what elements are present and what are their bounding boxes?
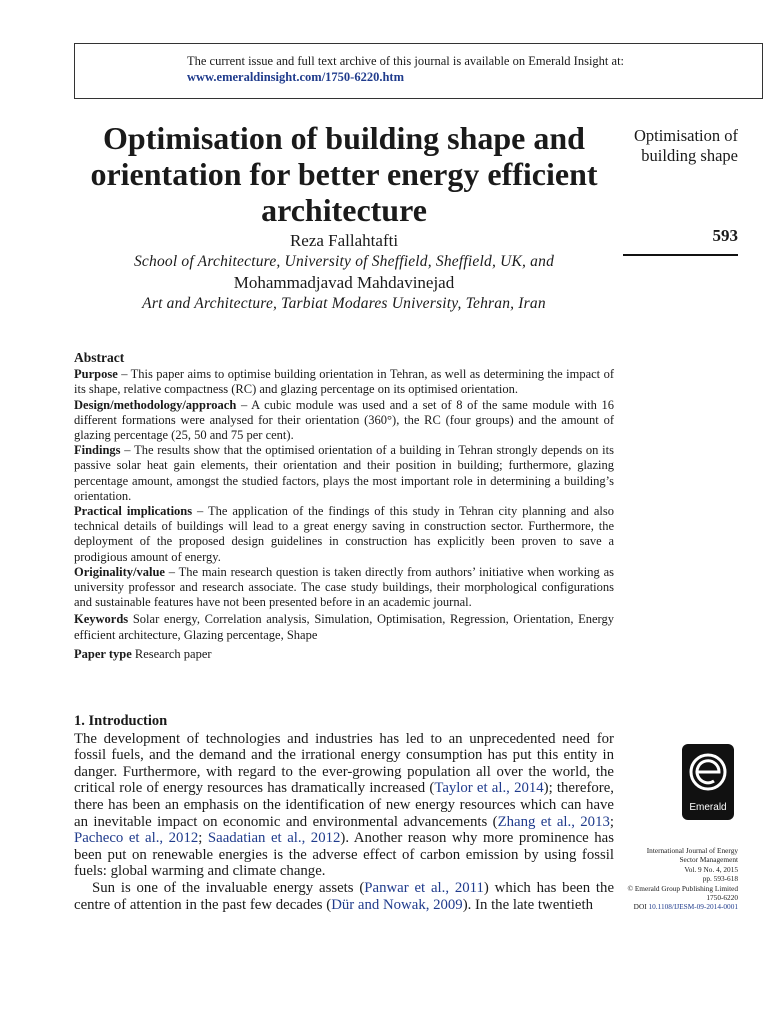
abstract-section — [74, 350, 614, 662]
label: Practical implications — [74, 504, 193, 519]
emerald-logo — [682, 744, 734, 820]
abstract-findings — [74, 443, 614, 504]
label: Keywords — [74, 612, 129, 627]
doi-line — [600, 902, 738, 911]
text: ). Another reason why more prominence has been put on renewable energies is the adverse effect of carbon emission by using fossil fuels: global warming and climate change. — [74, 830, 614, 880]
abstract-paper-type — [74, 647, 614, 662]
text: ; — [198, 830, 208, 847]
doi-label: DOI — [633, 902, 649, 912]
label: Purpose — [74, 367, 118, 382]
introduction-section — [74, 713, 614, 913]
text: Solar energy, Correlation analysis, Simulation, Optimisation, Regression, Orientation, Energy efficient architecture, Glazing percentage, Shape — [74, 612, 614, 642]
notice-link[interactable]: www.emeraldinsight.com/1750-6220.htm — [187, 70, 404, 84]
issn: 1750-6220 — [706, 893, 738, 903]
text: – The main research question is taken directly from authors’ initiative when working as university professor and research associate. The case study buildings, their morphological configurations and sustainable features have not been presented before in an academic journal. — [74, 564, 614, 610]
label: Paper type — [74, 646, 132, 661]
article-title: Optimisation of building shape and orientation for better energy efficient architecture — [90, 120, 598, 228]
abstract-practical — [74, 504, 614, 565]
label: Originality/value — [74, 564, 165, 579]
citation-link[interactable]: Zhang et al., 2013 — [497, 813, 610, 830]
paragraph — [74, 880, 614, 913]
journal-name: International Journal of Energy — [646, 846, 738, 855]
running-title: Optimisation of building shape — [633, 126, 738, 165]
journal-availability-notice — [74, 43, 763, 99]
journal-name-cont: Sector Management — [679, 855, 738, 865]
text: ); therefore, there has been an emphasis on the identification of new energy resources which can have an inevitable impact on economic and environmental advancements ( — [74, 780, 614, 830]
divider — [623, 254, 738, 256]
text: Sun is one of the invaluable energy assets ( — [92, 879, 365, 896]
label: Design/methodology/approach — [74, 397, 237, 412]
citation-link[interactable]: Panwar et al., 2011 — [364, 879, 484, 896]
abstract-heading: Abstract — [74, 350, 125, 365]
doi-link[interactable]: 10.1108/IJESM-09-2014-0001 — [648, 902, 738, 912]
abstract-design — [74, 398, 614, 444]
abstract-purpose — [74, 367, 614, 397]
abstract-keywords — [74, 612, 614, 642]
author-affiliation: Art and Architecture, Tarbiat Modares University, Tehran, Iran — [142, 295, 546, 312]
text: ; — [609, 813, 614, 830]
text: ). In the late twentieth — [462, 896, 593, 913]
text: – This paper aims to optimise building orientation in Tehran, as well as determining the impact of its shape, relative compactness (RC) and glazing percentage on its optimised orientation. — [74, 367, 614, 397]
citation-link[interactable]: Dür and Nowak, 2009 — [331, 896, 463, 913]
section-heading: 1. Introduction — [74, 713, 168, 729]
author-block — [74, 230, 614, 314]
journal-info — [600, 846, 738, 912]
abstract-originality — [74, 565, 614, 611]
citation-link[interactable]: Saadatian et al., 2012 — [207, 830, 341, 847]
copyright: © Emerald Group Publishing Limited — [627, 883, 738, 893]
label: Findings — [74, 443, 121, 458]
logo-wordmark: Emerald — [689, 802, 727, 813]
author-name: Mohammadjavad Mahdavinejad — [233, 273, 455, 292]
text: Research paper — [131, 646, 212, 661]
paragraph — [74, 731, 614, 880]
text: – The application of the findings of this study in Tehran city planning and also technical details of buildings will lead to a great energy saving in construction sector. Furthermore, the deployment of the proposed design guidelines in construction has explicitly been proven to save a prodigious amount of energy. — [74, 504, 614, 564]
page-range: pp. 593-618 — [702, 874, 738, 884]
citation-link[interactable]: Pacheco et al., 2012 — [74, 830, 199, 847]
text: – The results show that the optimised orientation of a building in Tehran strongly depends on its passive solar heat gain elements, their orientation and their position in building; furthermore, glazing percentage amount, amongst the studied factors, plays the most important role in determining a building’s orientation. — [74, 443, 614, 503]
text: – A cubic module was used and a set of 8 of the same module with 16 different formations were analysed for their orientation (360°), the RC (four groups) and the amount of glazing percentage (25, 50 and 75 per cent). — [74, 397, 614, 443]
notice-text: The current issue and full text archive of this journal is available on Emerald Insight at: — [187, 54, 625, 68]
text: The development of technologies and industries has led to an unprecedented need for fossil fuels, and the demand and the irrational energy consumption has put this entity in danger. Furthermore, with regard to the ever-growing population all over the world, the critical role of energy resources has dramatically increased ( — [74, 730, 614, 797]
emerald-e-logo-icon — [688, 750, 728, 794]
volume-issue: Vol. 9 No. 4, 2015 — [684, 864, 738, 874]
author-affiliation: School of Architecture, University of Sheffield, Sheffield, UK, and — [133, 253, 555, 270]
author-name: Reza Fallahtafti — [289, 231, 399, 250]
text: ) which has been the centre of attention in the past few decades ( — [74, 879, 615, 913]
citation-link[interactable]: Taylor et al., 2014 — [434, 780, 544, 797]
page-number: 593 — [712, 226, 738, 245]
